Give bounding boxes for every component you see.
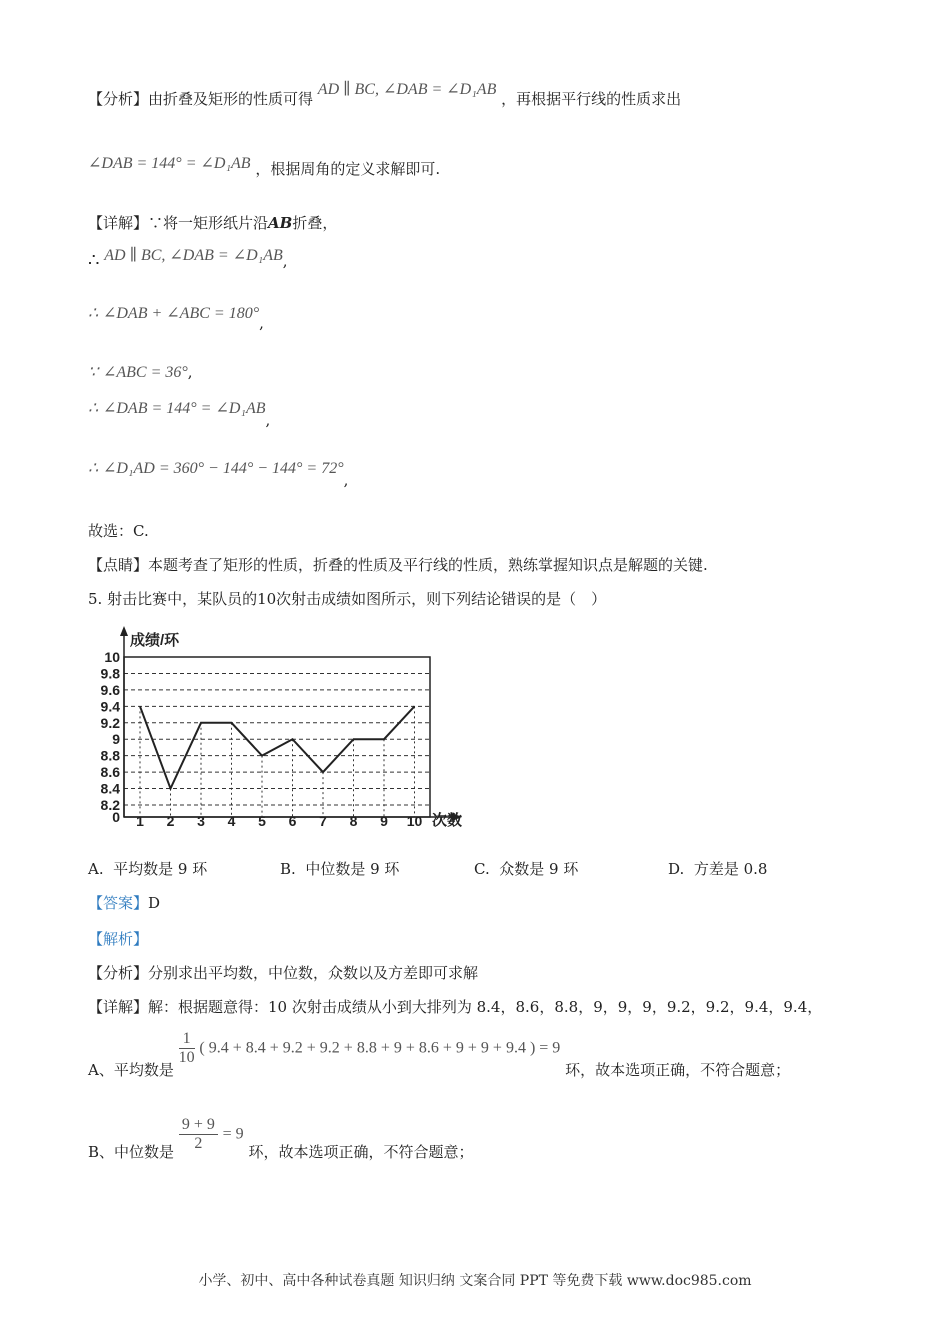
- option-d: [668, 858, 767, 879]
- analysis-formula: AD ∥ BC, ∠DAB = ∠D₁AB: [317, 81, 497, 98]
- fraction-denominator: 10: [178, 1049, 195, 1066]
- page-footer: 小学、初中、高中各种试卷真题 知识归纳 文案合同 PPT 等免费下载 www.doc985.com: [198, 1273, 752, 1289]
- x-tick-label: 6: [288, 813, 297, 829]
- question-5: 5. 射击比赛中，某队员的10次射击成绩如图所示，则下列结论错误的是（ ）: [88, 590, 607, 608]
- y-tick-label: 10: [104, 649, 120, 665]
- line-b-prefix: B、中位数是: [88, 1142, 175, 1161]
- fraction-numerator: 1: [179, 1030, 195, 1049]
- x-tick-label: 7: [319, 813, 327, 829]
- step-tail: ,: [343, 471, 349, 489]
- step-1: [88, 244, 288, 271]
- x-tick-label: 3: [197, 813, 205, 829]
- y-tick-label: 8.8: [100, 747, 120, 764]
- fraction-numerator: 9 + 9: [179, 1116, 218, 1135]
- option-text: 众数是 9 环: [499, 860, 579, 878]
- option-text: 中位数是 9 环: [305, 860, 400, 878]
- jiexi-label: 【解析】: [88, 930, 149, 948]
- x-axis-label: 次数: [432, 812, 463, 829]
- series-line: [140, 706, 415, 788]
- step-formula: ∠DAB + ∠ABC = 180°: [102, 305, 260, 322]
- comment-line: 【点睛】本题考查了矩形的性质，折叠的性质及平行线的性质，熟练掌握知识点是解题的关键.: [88, 556, 708, 574]
- x-tick-label: 2: [166, 813, 175, 829]
- step-tail: ,: [187, 363, 193, 381]
- analysis-line-1: [88, 81, 682, 109]
- choice-line: 故选：C.: [88, 522, 149, 540]
- analysis-formula-2: ∠DAB = 144° = ∠D₁AB: [88, 155, 251, 172]
- analysis-suffix: ，再根据平行线的性质求出: [501, 90, 682, 108]
- line-b: [88, 1116, 474, 1161]
- answer-line: [88, 892, 160, 913]
- x-tick-label: 5: [258, 813, 266, 829]
- y-tick-label: 9: [112, 731, 120, 748]
- step-4: [88, 398, 271, 429]
- step-symbol: ∴: [88, 305, 99, 322]
- analysis-suffix-2: ，根据周角的定义求解即可.: [255, 160, 441, 178]
- line-b-suffix: 环，故本选项正确，不符合题意；: [248, 1142, 474, 1161]
- line-a: [88, 1030, 791, 1079]
- y-tick-label: 8.4: [100, 780, 120, 797]
- plot-frame: [124, 657, 430, 817]
- detail-prefix: 【详解】∵将一矩形纸片沿: [88, 214, 269, 232]
- line-a-prefix: A、平均数是: [88, 1060, 174, 1079]
- x-tick-label: 1: [136, 813, 144, 829]
- step-tail: ,: [265, 411, 271, 429]
- option-letter: A.: [88, 860, 104, 878]
- step-5: [88, 458, 349, 489]
- step-formula: AD ∥ BC, ∠DAB = ∠D₁AB: [104, 247, 283, 264]
- analysis-prefix: 【分析】由折叠及矩形的性质可得: [88, 90, 314, 108]
- step-symbol: ∴: [88, 460, 99, 477]
- y-tick-label: 9.2: [100, 714, 120, 731]
- option-letter: D.: [668, 860, 685, 878]
- y-tick-label: 9.6: [100, 681, 120, 698]
- option-b: [280, 858, 399, 879]
- step-2: [88, 303, 264, 332]
- line-a-expression: ( 9.4 + 8.4 + 9.2 + 9.2 + 8.8 + 9 + 8.6 + 9 + 9 + 9.4 ) = 9: [199, 1039, 561, 1057]
- y-axis-arrow: [120, 626, 128, 636]
- x-tick-label: 9: [380, 813, 388, 829]
- step-symbol: ∴: [88, 250, 100, 271]
- step-tail: ,: [259, 314, 264, 332]
- y-tick-label: 0: [112, 809, 120, 825]
- analysis-line-2: [88, 155, 441, 179]
- y-tick-label: 8.2: [100, 797, 120, 813]
- line-a-fraction: [179, 1030, 195, 1067]
- analysis-2: 【分析】分别求出平均数，中位数，众数以及方差即可求解: [88, 964, 479, 982]
- step-tail: ,: [282, 252, 288, 270]
- option-letter: C.: [474, 860, 490, 878]
- step-formula: ∠ABC = 36°: [102, 364, 188, 381]
- line-b-expression: = 9: [222, 1125, 244, 1143]
- step-formula: ∠D₁AD = 360° − 144° − 144° = 72°: [102, 460, 344, 477]
- option-text: 方差是 0.8: [693, 860, 768, 878]
- step-formula: ∠DAB = 144° = ∠D₁AB: [102, 400, 266, 417]
- option-letter: B.: [280, 860, 296, 878]
- fraction-denominator: 2: [194, 1135, 203, 1152]
- x-tick-label: 8: [349, 813, 358, 829]
- detail-2: 【详解】解：根据题意得：10 次射击成绩从小到大排列为 8.4，8.6，8.8，9，9，9，9.2，9.2，9.4，9.4，: [88, 998, 823, 1016]
- line-a-suffix: 环，故本选项正确，不符合题意；: [565, 1060, 791, 1079]
- answer-value: D: [148, 894, 161, 912]
- answer-label: 【答案】: [88, 894, 149, 912]
- detail-line: [88, 212, 337, 233]
- y-axis-label: 成绩/环: [130, 632, 180, 649]
- y-tick-label: 8.6: [100, 764, 120, 781]
- step-3: [88, 362, 193, 382]
- option-text: 平均数是 9 环: [113, 860, 208, 878]
- option-c: [474, 858, 578, 879]
- x-tick-label: 10: [406, 813, 423, 829]
- y-tick-label: 9.4: [100, 698, 120, 715]
- y-tick-label: 9.8: [100, 665, 120, 682]
- line-b-fraction: [179, 1116, 218, 1153]
- step-symbol: ∵: [88, 364, 99, 381]
- option-a: [88, 858, 207, 879]
- score-line-chart: [86, 622, 476, 834]
- x-tick-label: 4: [227, 813, 236, 829]
- detail-suffix: 折叠，: [292, 214, 338, 232]
- detail-ab: AB: [268, 214, 293, 232]
- step-symbol: ∴: [88, 400, 99, 417]
